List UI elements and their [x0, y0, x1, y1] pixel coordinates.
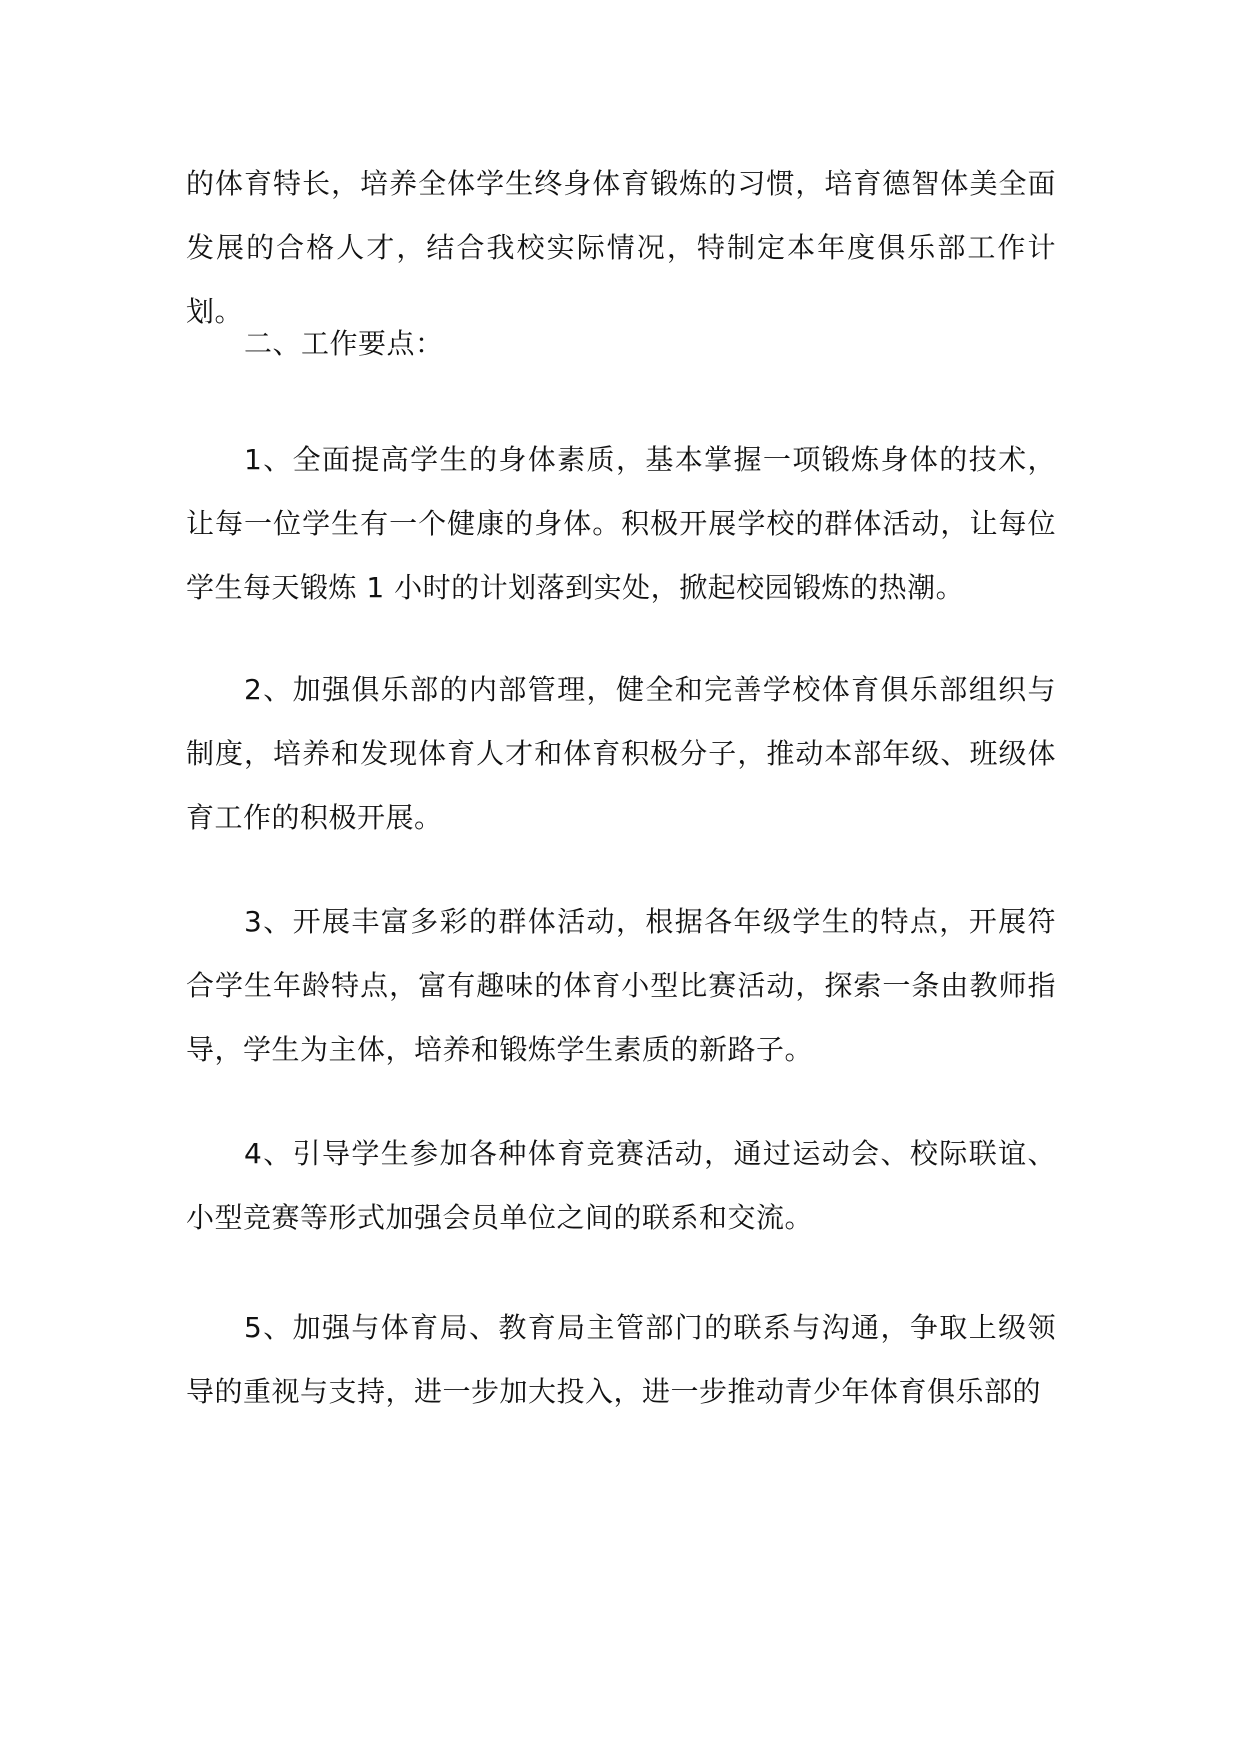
paragraph-point-1: 1、全面提高学生的身体素质，基本掌握一项锻炼身体的技术，让每一位学生有一个健康的身体。积极开展学校的群体活动，让每位学生每天锻炼 1 小时的计划落到实处，掀起校园锻炼的热潮。: [186, 443, 1056, 604]
section-heading-work-points: 二、工作要点：: [244, 327, 444, 360]
paragraph-point-3: 3、开展丰富多彩的群体活动，根据各年级学生的特点，开展符合学生年龄特点，富有趣味的体育小型比赛活动，探索一条由教师指导，学生为主体，培养和锻炼学生素质的新路子。: [186, 905, 1056, 1066]
paragraph-point-4: 4、引导学生参加各种体育竞赛活动，通过运动会、校际联谊、小型竞赛等形式加强会员单位之间的联系和交流。: [186, 1137, 1056, 1234]
paragraph-point-5: 5、加强与体育局、教育局主管部门的联系与沟通，争取上级领导的重视与支持，进一步加大投入，进一步推动青少年体育俱乐部的: [186, 1311, 1056, 1408]
paragraph-intro-continued: 的体育特长，培养全体学生终身体育锻炼的习惯，培育德智体美全面发展的合格人才，结合我校实际情况，特制定本年度俱乐部工作计划。: [186, 167, 1056, 328]
paragraph-point-2: 2、加强俱乐部的内部管理，健全和完善学校体育俱乐部组织与制度，培养和发现体育人才和体育积极分子，推动本部年级、班级体育工作的积极开展。: [186, 673, 1056, 834]
